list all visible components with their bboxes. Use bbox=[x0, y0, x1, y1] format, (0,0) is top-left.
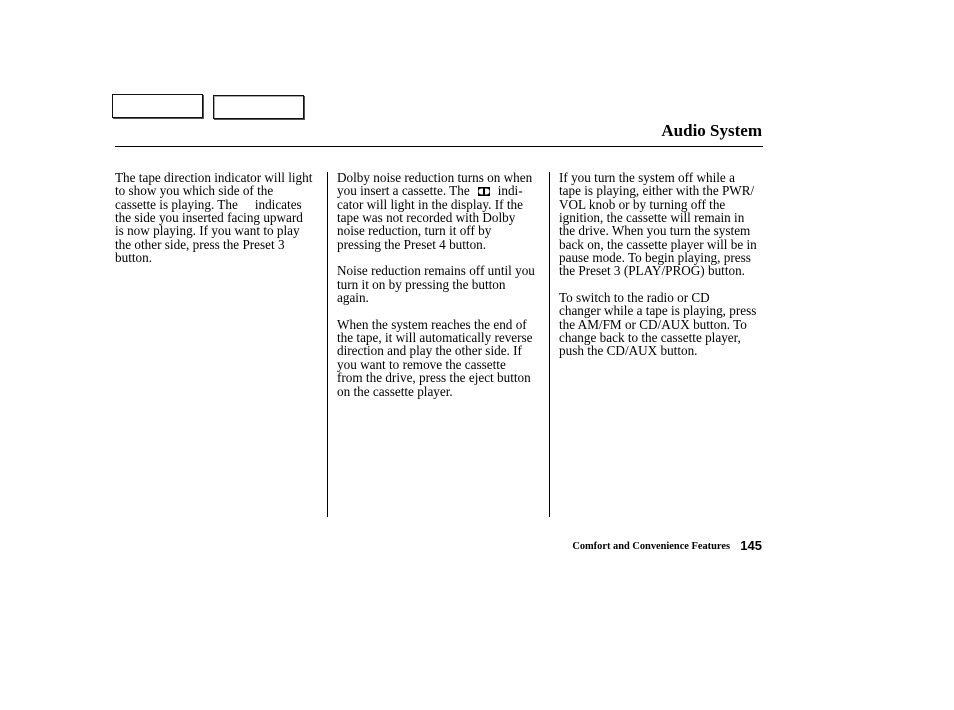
text-line: pause mode. To begin playing, press bbox=[559, 250, 751, 266]
text-line: the drive. When you turn the system bbox=[559, 223, 751, 239]
text-line: the other side, press the Preset 3 bbox=[115, 236, 285, 252]
text-line bbox=[115, 198, 321, 211]
text-line: If you turn the system off while a bbox=[559, 170, 735, 185]
text-line: turn it on by pressing the button bbox=[337, 276, 506, 292]
text-line: button. bbox=[115, 250, 152, 266]
text-line: to show you which side of the bbox=[115, 183, 274, 199]
text-line: on the cassette player. bbox=[337, 383, 453, 399]
paragraph bbox=[337, 264, 543, 304]
text-line: cator will light in the display. If the bbox=[337, 196, 523, 212]
text-line: ignition, the cassette will remain in bbox=[559, 210, 745, 226]
text-line: again. bbox=[337, 290, 369, 306]
page-title: Audio System bbox=[661, 121, 762, 140]
nav-link-box-left[interactable] bbox=[112, 94, 203, 118]
text-segment: you insert a cassette. The bbox=[337, 183, 470, 199]
text-line: When the system reaches the end of bbox=[337, 316, 527, 332]
footer-section-title: Comfort and Convenience Features bbox=[572, 541, 730, 552]
text-line: noise reduction, turn it off by bbox=[337, 223, 492, 239]
dolby-nr-icon bbox=[478, 187, 490, 196]
text-line: you want to remove the cassette bbox=[337, 356, 506, 372]
text-segment: indi- bbox=[497, 183, 523, 199]
text-line: push the CD/AUX button. bbox=[559, 343, 698, 359]
column-middle bbox=[337, 171, 543, 398]
paragraph bbox=[337, 171, 543, 251]
text-line: change back to the cassette player, bbox=[559, 330, 741, 346]
paragraph bbox=[559, 291, 765, 358]
text-line: Noise reduction remains off until you bbox=[337, 263, 535, 279]
nav-link-box-right[interactable] bbox=[213, 95, 304, 119]
page-number: 145 bbox=[740, 538, 762, 553]
text-line bbox=[337, 184, 543, 197]
paragraph bbox=[559, 171, 765, 278]
text-line: the Preset 3 (PLAY/PROG) button. bbox=[559, 263, 745, 279]
paragraph bbox=[115, 171, 321, 264]
text-line: changer while a tape is playing, press bbox=[559, 303, 757, 319]
text-segment: indicates bbox=[254, 196, 302, 212]
text-line: the AM/FM or CD/AUX button. To bbox=[559, 316, 747, 332]
text-line: pressing the Preset 4 button. bbox=[337, 236, 487, 252]
text-segment: cassette is playing. The bbox=[115, 196, 238, 212]
text-line: back on, the cassette player will be in bbox=[559, 236, 757, 252]
text-line: from the drive, press the eject button bbox=[337, 370, 531, 386]
column-divider bbox=[549, 172, 550, 517]
header-rule bbox=[115, 146, 763, 147]
text-line: tape was not recorded with Dolby bbox=[337, 210, 516, 226]
text-line: the tape, it will automatically reverse bbox=[337, 330, 533, 346]
text-line: Dolby noise reduction turns on when bbox=[337, 170, 533, 185]
text-line: tape is playing, either with the PWR/ bbox=[559, 183, 755, 199]
text-line: The tape direction indicator will light bbox=[115, 170, 313, 185]
text-line: To switch to the radio or CD bbox=[559, 290, 710, 306]
column-divider bbox=[327, 172, 328, 517]
text-line: VOL knob or by turning off the bbox=[559, 196, 726, 212]
text-line: is now playing. If you want to play bbox=[115, 223, 300, 239]
paragraph bbox=[337, 318, 543, 398]
text-line: direction and play the other side. If bbox=[337, 343, 522, 359]
text-line: the side you inserted facing upward bbox=[115, 210, 303, 226]
column-left bbox=[115, 171, 321, 264]
column-right bbox=[559, 171, 765, 358]
